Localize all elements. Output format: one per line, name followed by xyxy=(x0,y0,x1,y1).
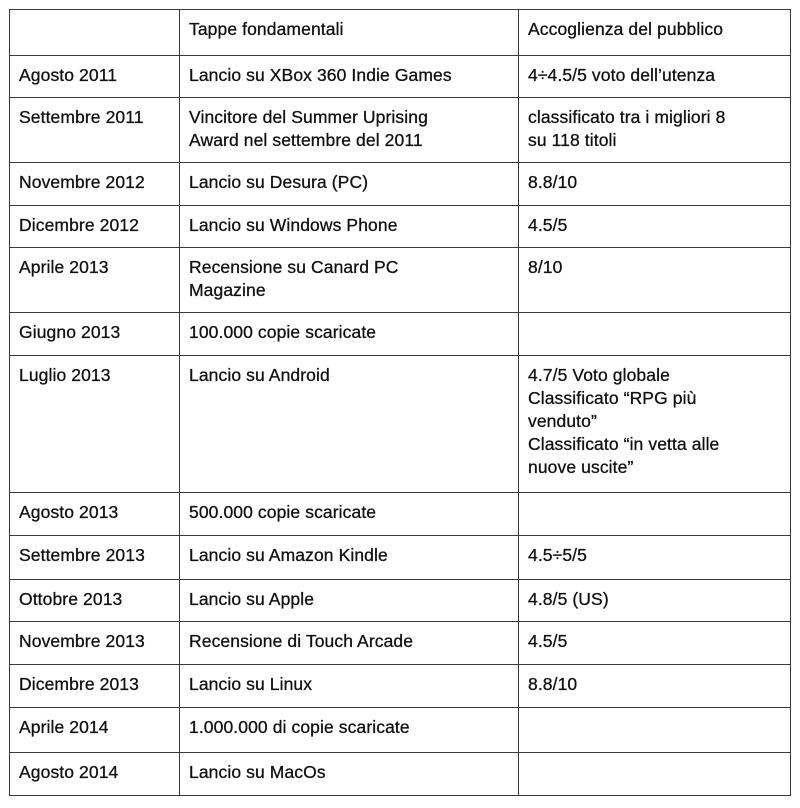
reception-cell: 4.5/5 xyxy=(519,206,791,248)
milestone-cell: Recensione di Touch Arcade xyxy=(180,622,519,665)
milestone-cell: Lancio su Windows Phone xyxy=(180,206,519,248)
milestone-cell: Recensione su Canard PC Magazine xyxy=(180,248,519,313)
reception-cell: 8/10 xyxy=(519,248,791,313)
date-cell: Aprile 2014 xyxy=(10,708,180,753)
table-row xyxy=(10,665,791,708)
milestone-cell: Lancio su Desura (PC) xyxy=(180,163,519,206)
reception-cell: 8.8/10 xyxy=(519,163,791,206)
milestone-cell: Lancio su Android xyxy=(180,356,519,493)
table-row xyxy=(10,536,791,580)
milestone-cell: Lancio su MacOs xyxy=(180,753,519,796)
milestone-cell: 1.000.000 di copie scaricate xyxy=(180,708,519,753)
table-row xyxy=(10,708,791,753)
reception-cell: 4.7/5 Voto globale Classificato “RPG più venduto” Classificato “in vetta alle nuove uscite” xyxy=(519,356,791,493)
date-cell: Aprile 2013 xyxy=(10,248,180,313)
milestone-cell: Vincitore del Summer Uprising Award nel settembre del 2011 xyxy=(180,98,519,163)
table-row xyxy=(10,622,791,665)
table-row xyxy=(10,493,791,536)
milestone-cell: Lancio su Linux xyxy=(180,665,519,708)
date-cell: Agosto 2011 xyxy=(10,56,180,98)
date-cell: Luglio 2013 xyxy=(10,356,180,493)
milestone-cell: Lancio su Apple xyxy=(180,580,519,622)
reception-cell: 4.5/5 xyxy=(519,622,791,665)
reception-cell: classificato tra i migliori 8 su 118 titoli xyxy=(519,98,791,163)
reception-cell: 8.8/10 xyxy=(519,665,791,708)
date-cell: Settembre 2011 xyxy=(10,98,180,163)
reception-cell: 4÷4.5/5 voto dell’utenza xyxy=(519,56,791,98)
header-row xyxy=(10,10,791,56)
date-cell: Agosto 2014 xyxy=(10,753,180,796)
date-cell: Dicembre 2013 xyxy=(10,665,180,708)
milestone-cell: 100.000 copie scaricate xyxy=(180,313,519,356)
date-cell: Dicembre 2012 xyxy=(10,206,180,248)
reception-cell: 4.5÷5/5 xyxy=(519,536,791,580)
table-row xyxy=(10,313,791,356)
milestone-cell: Lancio su XBox 360 Indie Games xyxy=(180,56,519,98)
milestone-cell: Lancio su Amazon Kindle xyxy=(180,536,519,580)
reception-cell xyxy=(519,753,791,796)
table-row xyxy=(10,206,791,248)
reception-cell xyxy=(519,493,791,536)
header-reception: Accoglienza del pubblico xyxy=(519,10,791,56)
header-milestones: Tappe fondamentali xyxy=(180,10,519,56)
milestone-cell: 500.000 copie scaricate xyxy=(180,493,519,536)
table-row xyxy=(10,248,791,313)
date-cell: Settembre 2013 xyxy=(10,536,180,580)
date-cell: Novembre 2012 xyxy=(10,163,180,206)
reception-cell xyxy=(519,708,791,753)
date-cell: Giugno 2013 xyxy=(10,313,180,356)
table-row xyxy=(10,163,791,206)
date-cell: Novembre 2013 xyxy=(10,622,180,665)
table-row xyxy=(10,98,791,163)
date-cell: Ottobre 2013 xyxy=(10,580,180,622)
reception-cell: 4.8/5 (US) xyxy=(519,580,791,622)
table-row xyxy=(10,753,791,796)
reception-cell xyxy=(519,313,791,356)
header-date xyxy=(10,10,180,56)
table-row xyxy=(10,56,791,98)
milestones-table xyxy=(9,9,791,796)
date-cell: Agosto 2013 xyxy=(10,493,180,536)
table-row xyxy=(10,356,791,493)
table-row xyxy=(10,580,791,622)
